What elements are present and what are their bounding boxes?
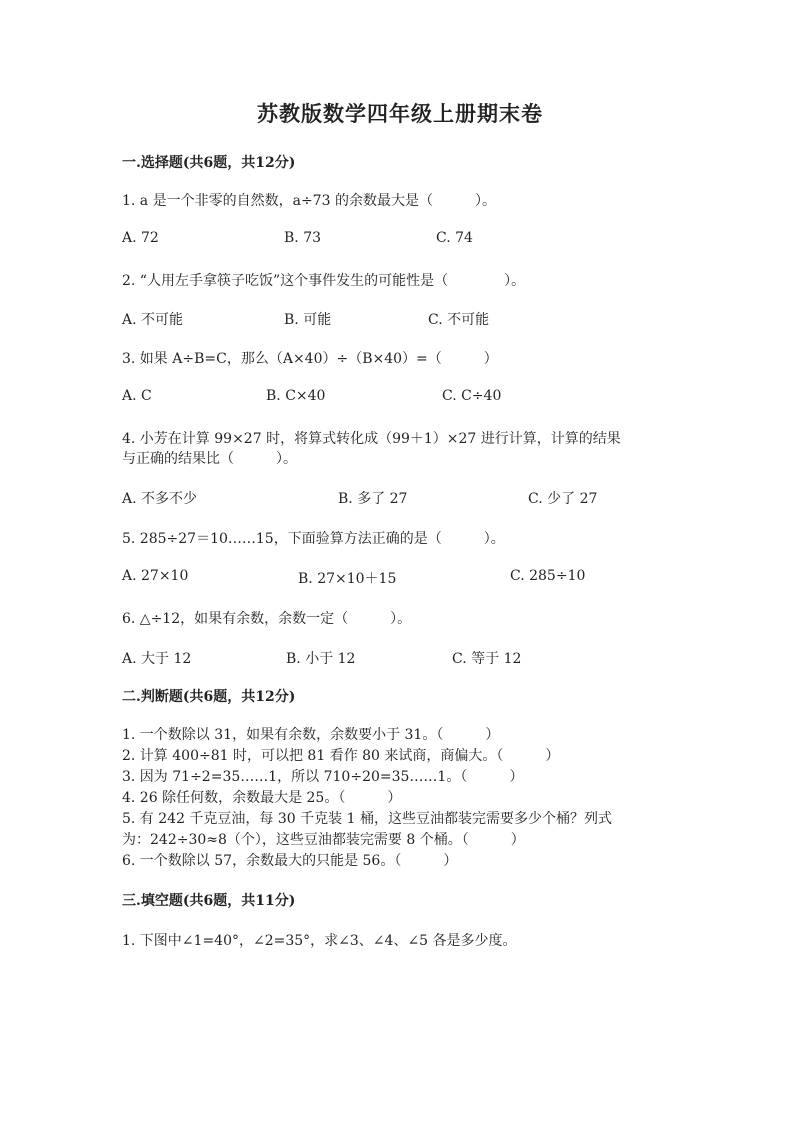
fill-in-line: 1. 下图中∠1=40°，∠2=35°，求∠3、∠4、∠5 各是多少度。 <box>122 933 517 949</box>
judgement-line: 1. 一个数除以 31，如果有余数，余数要小于 31。（ ） <box>122 727 500 743</box>
question-text: 5. 285÷27＝10……15，下面验算方法正确的是（ ）。 <box>122 531 505 547</box>
question-text-line-1: 4. 小芳在计算 99×27 时，将算式转化成（99＋1）×27 进行计算，计算的结果 <box>122 431 621 447</box>
page-title: 苏教版数学四年级上册期末卷 <box>257 101 543 126</box>
option-c: C. 不可能 <box>428 312 490 328</box>
option-b: B. 27×10＋15 <box>298 571 397 587</box>
judgement-line: 4. 26 除任何数，余数最大是 25。（ ） <box>122 790 402 806</box>
option-c: C. 等于 12 <box>452 651 522 667</box>
option-a: A. 72 <box>122 230 159 246</box>
section-heading-judgement: 二.判断题(共6题，共12分) <box>122 689 296 705</box>
judgement-line: 为：242÷30≈8（个），这些豆油都装完需要 8 个桶。（ ） <box>122 832 525 848</box>
option-c: C. 74 <box>436 230 473 246</box>
question-text: 1. a 是一个非零的自然数，a÷73 的余数最大是（ ）。 <box>122 193 496 209</box>
option-a: A. 27×10 <box>122 568 189 584</box>
question-text-line-2: 与正确的结果比（ ）。 <box>122 451 297 467</box>
section-heading-choice: 一.选择题(共6题，共12分) <box>122 155 296 171</box>
option-a: A. 不可能 <box>122 312 184 328</box>
option-a: A. C <box>122 388 152 404</box>
option-b: B. 小于 12 <box>286 651 356 667</box>
question-text: 2. “人用左手拿筷子吃饭”这个事件发生的可能性是（ ）。 <box>122 273 526 289</box>
judgement-line: 2. 计算 400÷81 时，可以把 81 看作 80 来试商，商偏大。（ ） <box>122 748 560 764</box>
option-c: C. 285÷10 <box>510 568 586 584</box>
question-text: 3. 如果 A÷B=C，那么（A×40）÷（B×40）=（ ） <box>122 351 498 367</box>
judgement-line: 6. 一个数除以 57，余数最大的只能是 56。（ ） <box>122 853 458 869</box>
option-c: C. 少了 27 <box>528 491 598 507</box>
option-b: B. 可能 <box>284 312 332 328</box>
option-a: A. 不多不少 <box>122 491 198 507</box>
option-b: B. 多了 27 <box>338 491 408 507</box>
judgement-line: 5. 有 242 千克豆油，每 30 千克装 1 桶，这些豆油都装完需要多少个桶？列式 <box>122 811 612 827</box>
judgement-line: 3. 因为 71÷2=35……1，所以 710÷20=35……1。（ ） <box>122 769 524 785</box>
option-b: B. C×40 <box>266 388 326 404</box>
section-heading-fill-in: 三.填空题(共6题，共11分) <box>122 893 296 909</box>
option-b: B. 73 <box>284 230 322 246</box>
question-text: 6. △÷12，如果有余数，余数一定（ ）。 <box>122 611 412 627</box>
option-a: A. 大于 12 <box>122 651 192 667</box>
option-c: C. C÷40 <box>442 388 502 404</box>
